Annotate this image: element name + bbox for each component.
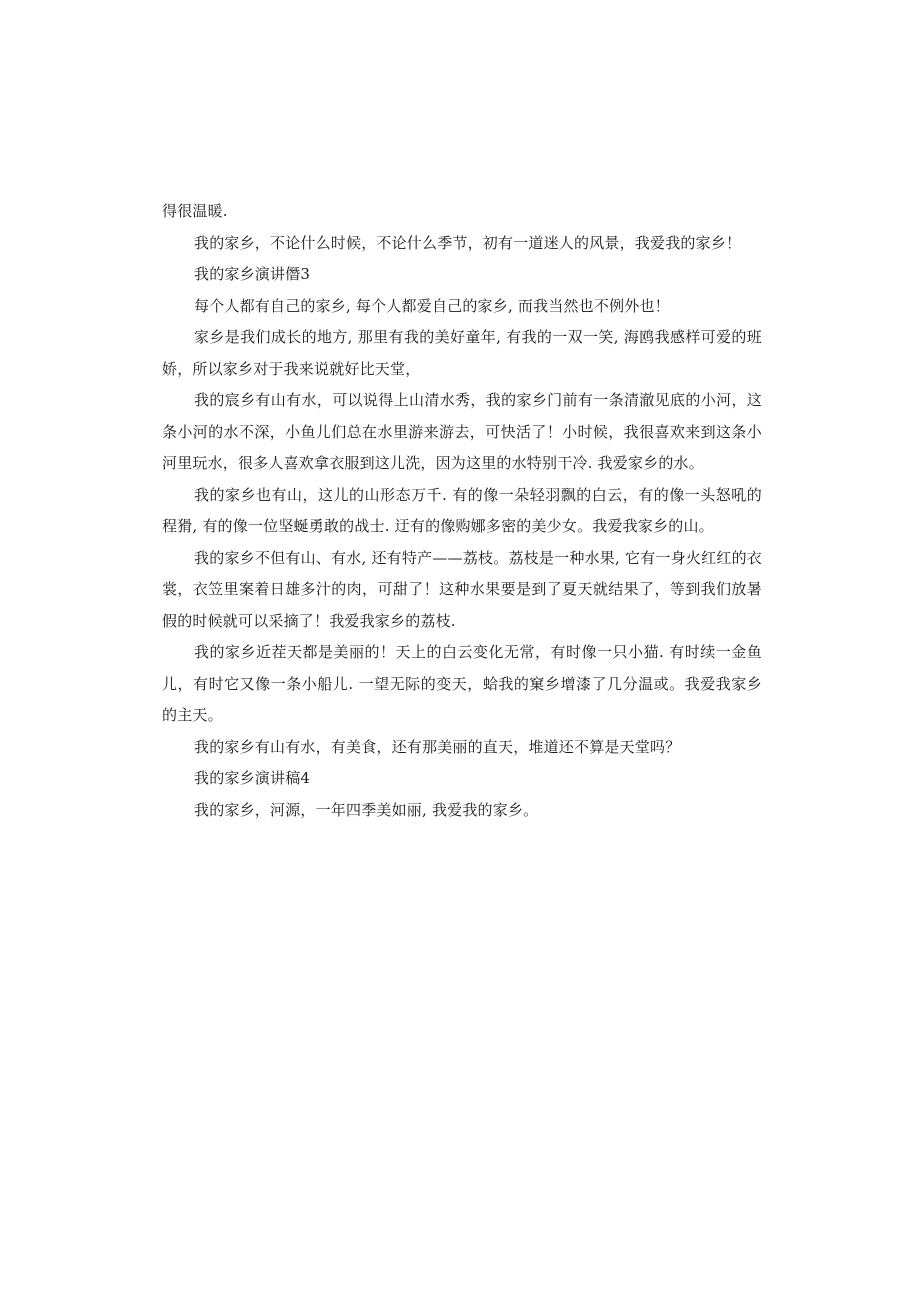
paragraph: 我的家乡有山有水，有美食，还有那美丽的直天，堆道还不算是天堂吗？ [194,737,681,756]
section-heading: 我的家乡演讲稿4 [194,769,311,787]
paragraph-continuation: 得很温暖. [162,202,228,220]
paragraph: 我的家乡近茬天都是美丽的！天上的白云变化无常，有时像一只小猫. 有时续一金鱼儿，有时它又像一条小船儿. 一望无际的变天，蛤我的窠乡增漆了几分温或。我爱我家乡的主天。 [162,643,762,724]
paragraph: 我的家乡不但有山、有水, 还有特产——荔枝。荔枝是一种水果, 它有一身火红红的衣裳，衣笠里案着日雄多汁的肉，可甜了！这种水果要是到了夏天就结果了，等到我们放暑假的时候就可以采摘了！我爱我家乡的荔枝. [162,548,762,630]
paragraph: 我的家乡也有山，这儿的山形态万千. 有的像一朵轻羽飘的白云，有的像一头怒吼的程猾, 有的像一位坚蜒勇敢的战士. 迂有的像购娜多密的美少女。我爱我家乡的山。 [162,485,762,535]
paragraph: 每个人都有自己的家乡, 每个人都爱自己的家乡, 而我当然也不例外也！ [194,296,670,315]
paragraph: 我的家乡，不论什么时候，不论什么季节，初有一道迷人的风景，我爱我的家乡！ [194,233,742,252]
section-heading: 我的家乡演讲僭3 [194,265,311,283]
paragraph: 家乡是我们成长的地方, 那里有我的美好童年, 有我的一双一笑, 海鸥我感样可爱的班娇，所以家乡对于我来说就好比天堂， [162,328,762,378]
paragraph: 我的宸乡有山有水，可以说得上山清水秀，我的家乡门前有一条清澈见底的小河，这条小河的水不深，小鱼儿们总在水里游来游去，可快活了！小时候，我很喜欢来到这条小河里玩水，很多人喜欢拿衣服到这儿洗，因为这里的水特别干冷. 我爱家乡的水。 [162,391,762,472]
body-text [162,196,762,826]
paragraph: 我的家乡，河源，一年四季美如丽, 我爱我的家乡。 [194,800,539,819]
